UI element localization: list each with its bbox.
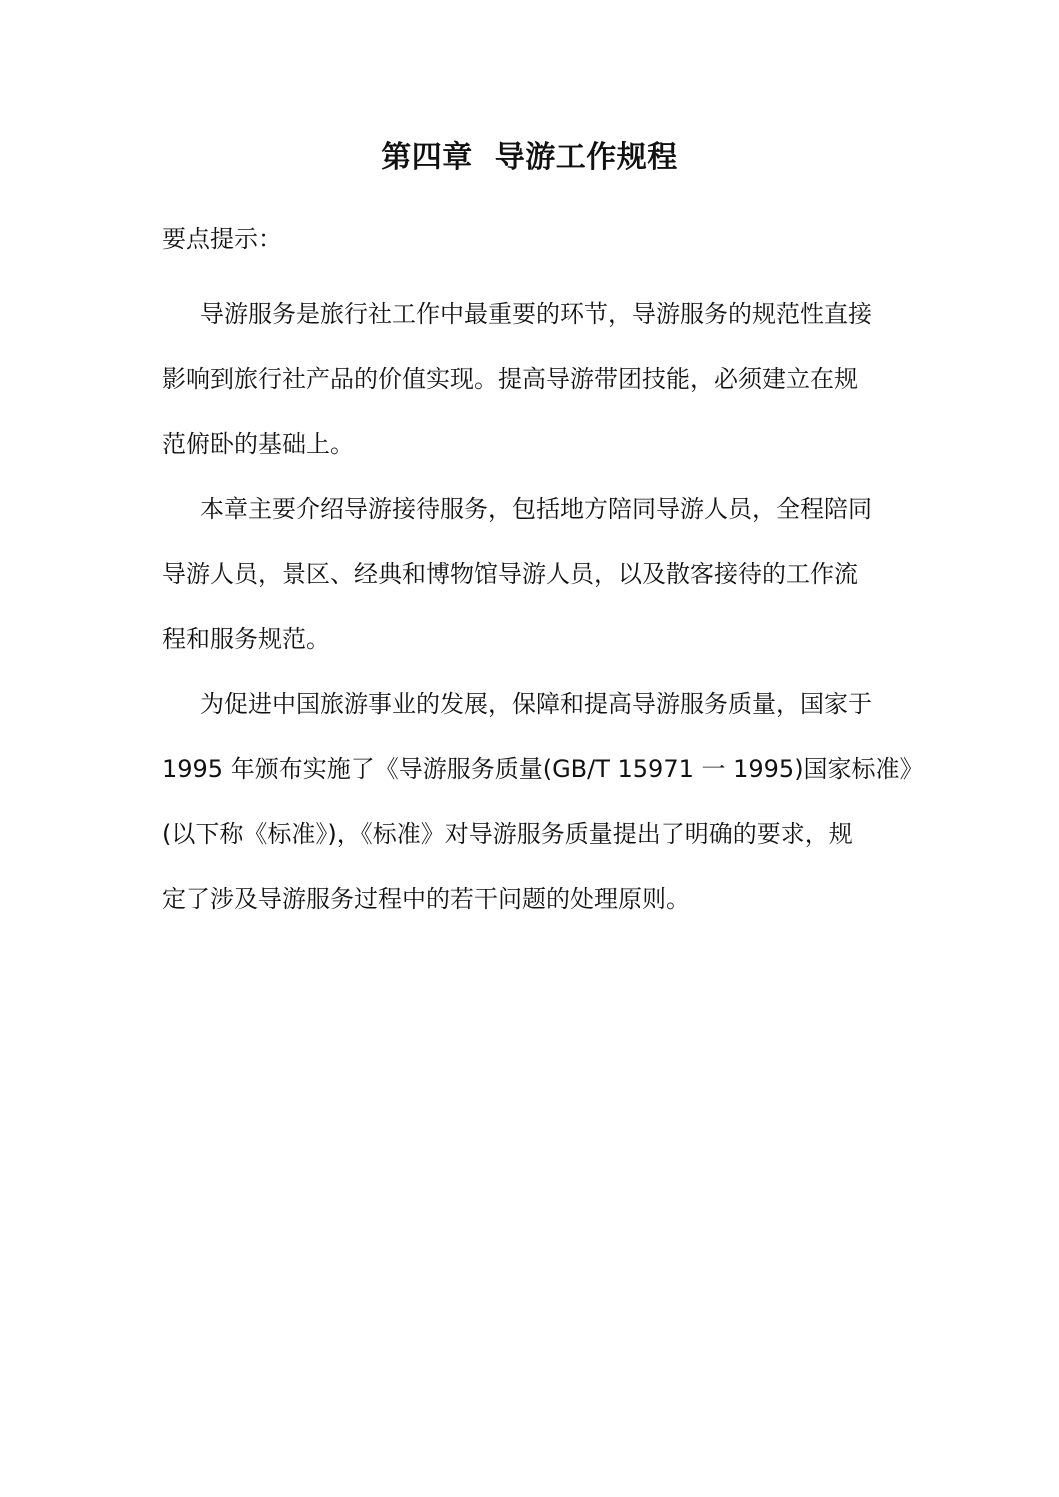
document-body (162, 220, 924, 918)
paragraph-line: 影响到旅行社产品的价值实现。提高导游带团技能，必须建立在规 (162, 365, 858, 393)
paragraph-line: 定了涉及导游服务过程中的若干问题的处理原则。 (162, 885, 690, 913)
paragraph-line: 本章主要介绍导游接待服务，包括地方陪同导游人员，全程陪同 (200, 495, 872, 523)
paragraph-line: 为促进中国旅游事业的发展，保障和提高导游服务质量，国家于 (200, 690, 872, 718)
paragraph-line: 导游服务是旅行社工作中最重要的环节，导游服务的规范性直接 (200, 300, 872, 328)
paragraph-2 (162, 490, 898, 658)
chapter-number: 第四章 (381, 140, 473, 175)
paragraph-line: 导游人员，景区、经典和博物馆导游人员，以及散客接待的工作流 (162, 560, 858, 588)
paragraph-line: 1995 年颁布实施了《导游服务质量(GB/T 15971 一 1995)国家标准》 (162, 755, 924, 783)
paragraph-line: 范俯卧的基础上。 (162, 430, 354, 458)
chapter-name: 导游工作规程 (494, 140, 678, 175)
key-points-label: 要点提示： (162, 225, 282, 253)
chapter-title (0, 136, 1059, 180)
paragraph-1 (162, 295, 898, 463)
paragraph-line: (以下称《标准》)，《标准》对导游服务质量提出了明确的要求，规 (162, 820, 853, 848)
paragraph-line: 程和服务规范。 (162, 625, 330, 653)
paragraph-3 (162, 685, 924, 918)
